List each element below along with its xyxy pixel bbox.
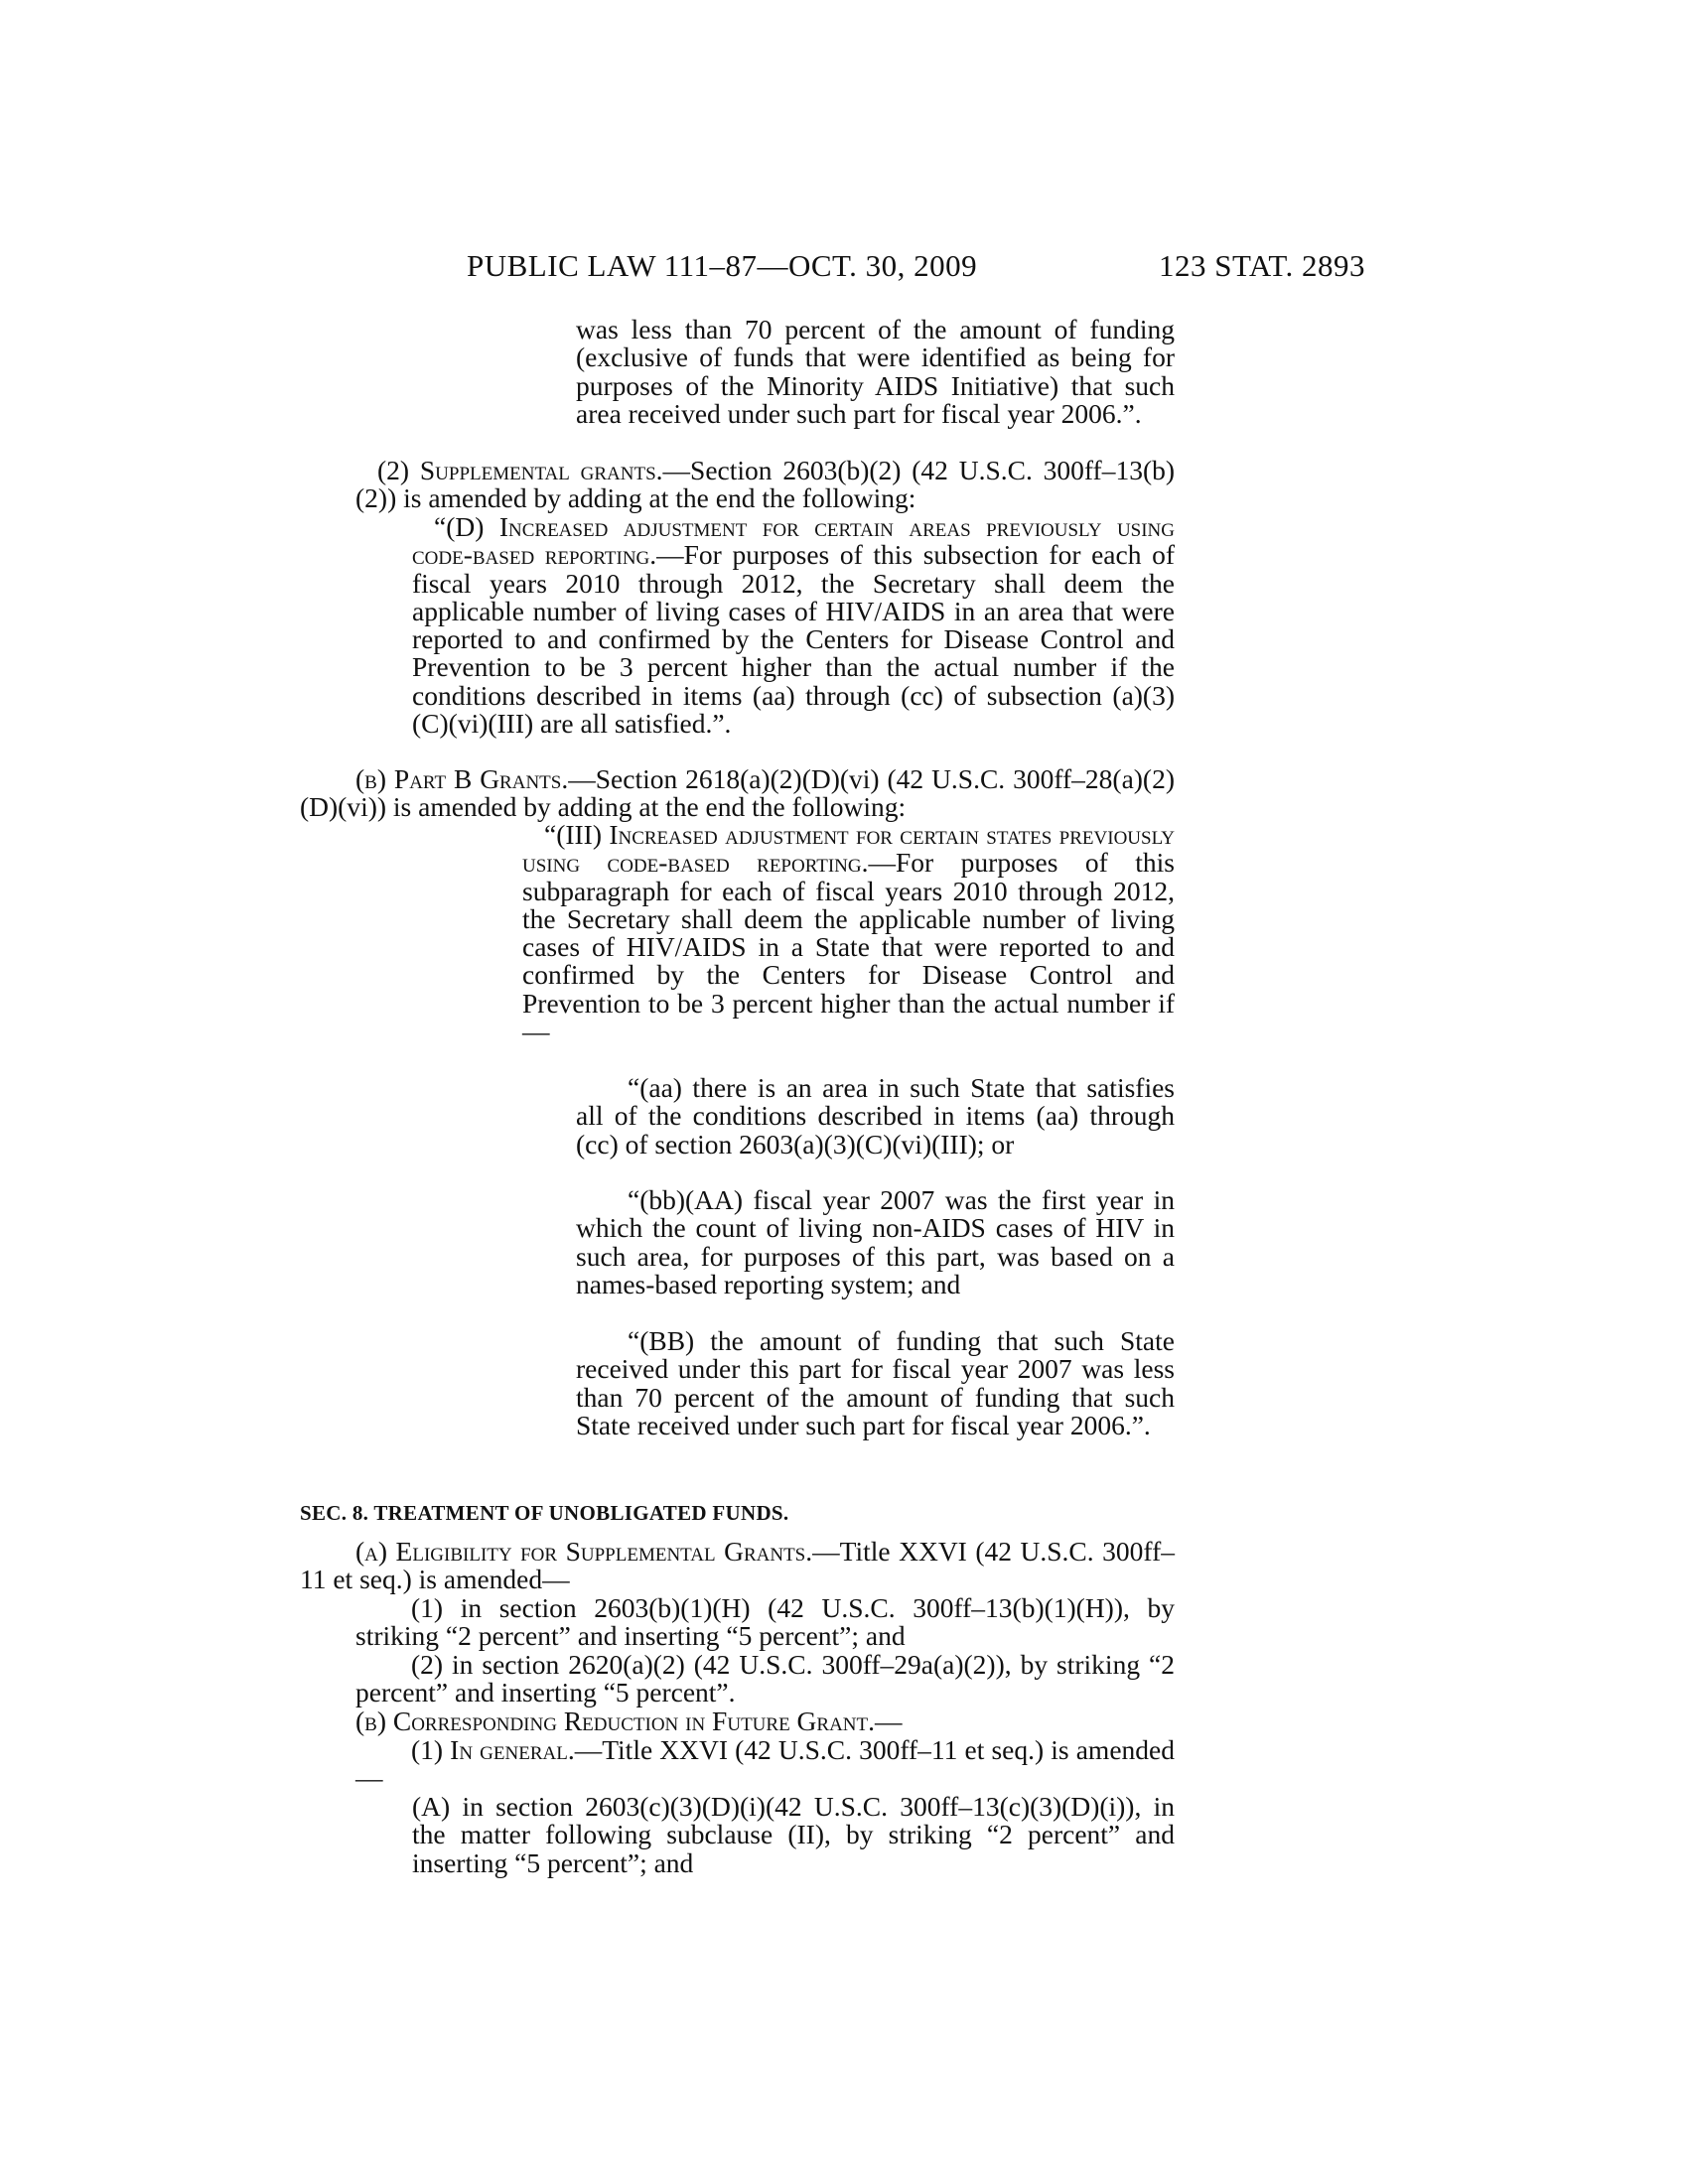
running-head (467, 248, 1365, 288)
section-8-subsection-b: (b) Corresponding Reduction in Future Grant.— (355, 1706, 903, 1736)
subsection-b-heading: (b) Part B Grants. (355, 763, 569, 794)
section-8-subsection-a: (a) Eligibility for Supplemental Grants.—Title XXVI (42 U.S.C. 300ff–11 et seq.) is amended— (300, 1536, 1175, 1595)
section-8-paragraph-a1: (1) in section 2603(b)(1)(H) (42 U.S.C. 300ff–13(b)(1)(H)), by striking “2 percent” and inserting “5 percent”; and (355, 1592, 1175, 1652)
continuation-paragraph: was less than 70 percent of the amount of funding (exclusive of funds that were identified as being for purposes of the Minority AIDS Initiative) that such area received under such part for fiscal year 2006.”. (576, 314, 1175, 429)
subparagraph-D: “(D) Increased adjustment for certain areas previously using code-based reporting.—For purposes of this subsection for each of fiscal years 2010 through 2012, the Secretary shall deem the applicable number of living cases of HIV/AIDS in an area that were reported to and confirmed by the Centers for Disease Control and Prevention to be 3 percent higher than the actual number if the conditions described in items (aa) through (cc) of subsection (a)(3)(C)(vi)(III) are all satisfied.”. (412, 511, 1175, 740)
stat-citation: 123 STAT. 2893 (1158, 248, 1365, 283)
section-8-b-heading: (b) Corresponding Reduction in Future Grant. (355, 1706, 876, 1736)
item-aa: “(aa) there is an area in such State that satisfies all of the conditions described in items (aa) through (cc) of section 2603(a)(3)(C)(vi)(III); or (576, 1072, 1175, 1160)
section-8-heading: SEC. 8. TREATMENT OF UNOBLIGATED FUNDS. (300, 1501, 789, 1525)
paragraph-a2: (2) Supplemental grants.—Section 2603(b)(2) (42 U.S.C. 300ff–13(b)(2)) is amended by adding at the end the following: (355, 455, 1176, 514)
section-8-b1-heading: (1) In general. (411, 1734, 575, 1765)
law-citation: PUBLIC LAW 111–87—OCT. 30, 2009 (467, 248, 978, 283)
paragraph-a2-heading: (2) Supplemental grants. (377, 455, 663, 485)
subsection-b: (b) Part B Grants.—Section 2618(a)(2)(D)(vi) (42 U.S.C. 300ff–28(a)(2)(D)(vi)) is amended by adding at the end the following: (300, 763, 1175, 823)
subclause-III-heading: “(III) Increased adjustment for certain states previously using code-based reporting. (522, 819, 1175, 879)
item-BB: “(BB) the amount of funding that such State received under this part for fiscal year 2007 was less than 70 percent of the amount of funding that such State received under such part for fiscal year 2006.”. (576, 1325, 1175, 1440)
section-8-paragraph-a2: (2) in section 2620(a)(2) (42 U.S.C. 300ff–29a(a)(2)), by striking “2 percent” and inserting “5 percent”. (355, 1649, 1175, 1708)
section-8-subparagraph-bA: (A) in section 2603(c)(3)(D)(i)(42 U.S.C. 300ff–13(c)(3)(D)(i)), in the matter following subclause (II), by striking “2 percent” and inserting “5 percent”; and (412, 1791, 1175, 1878)
subclause-III: “(III) Increased adjustment for certain states previously using code-based reporting.—For purposes of this subparagraph for each of fiscal years 2010 through 2012, the Secretary shall deem the applicable number of living cases of HIV/AIDS in a State that were reported to and confirmed by the Centers for Disease Control and Prevention to be 3 percent higher than the actual number if— (522, 819, 1175, 1047)
subparagraph-D-heading: “(D) Increased adjustment for certain areas previously using code-based reporting. (412, 511, 1175, 571)
section-8-a-heading: (a) Eligibility for Supplemental Grants. (355, 1536, 813, 1567)
section-8-paragraph-b1: (1) In general.—Title XXVI (42 U.S.C. 300ff–11 et seq.) is amended— (355, 1734, 1175, 1794)
item-bb-AA: “(bb)(AA) fiscal year 2007 was the first year in which the count of living non-AIDS cases of HIV in such area, for purposes of this part, was based on a names-based reporting system; and (576, 1184, 1175, 1299)
